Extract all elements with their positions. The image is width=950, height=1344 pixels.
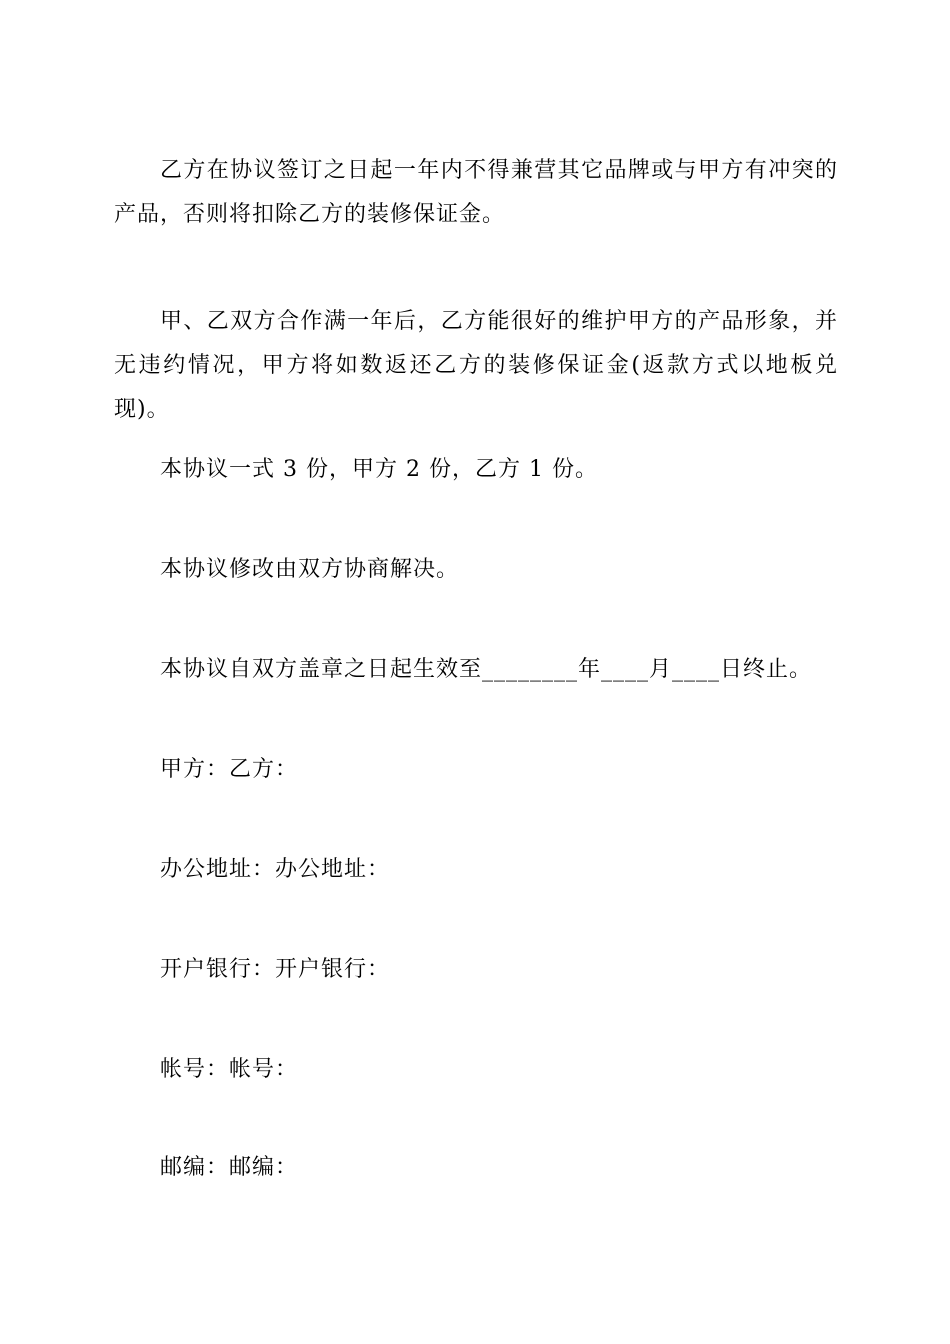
clause-amendment: 本协议修改由双方协商解决。 [160, 557, 460, 582]
clause-non-compete: 乙方在协议签订之日起一年内不得兼营其它品牌或与甲方有冲突的产品，否则将扣除乙方的装修保证金。 [114, 158, 838, 227]
clause-deposit-return: 甲、乙双方合作满一年后，乙方能很好的维护甲方的产品形象，并无违约情况，甲方将如数返还乙方的装修保证金(返款方式以地板兑现)。 [114, 309, 838, 422]
signature-postcode: 邮编：邮编： [160, 1155, 299, 1180]
signature-account: 帐号：帐号： [160, 1057, 299, 1082]
signature-bank: 开户银行：开户银行： [160, 957, 391, 982]
signature-parties: 甲方：乙方： [160, 757, 299, 782]
clause-effective-period: 本协议自双方盖章之日起生效至________年____月____日终止。 [160, 657, 813, 682]
signature-office-address: 办公地址：办公地址： [160, 857, 391, 882]
clause-copies: 本协议一式 3 份，甲方 2 份，乙方 1 份。 [160, 457, 598, 482]
